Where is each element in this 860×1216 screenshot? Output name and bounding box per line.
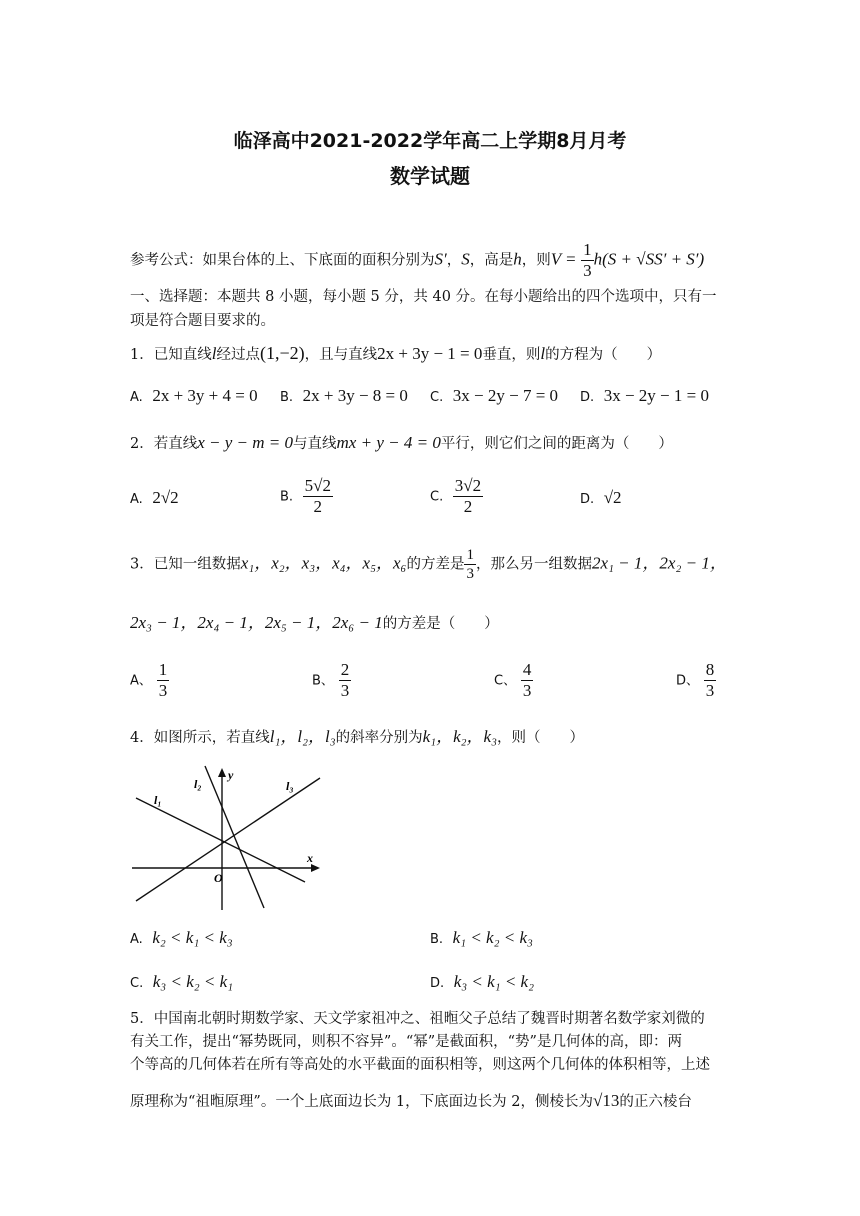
q3-option-b: B、 $\frac{2}{3}$: [312, 660, 350, 700]
q4-option-d: D. k₃ < k₁ < k₂: [430, 972, 535, 991]
question-5-line3: 个等高的几何体若在所有等高处的水平截面的面积相等，则这两个几何体的体积相等，上述: [130, 1057, 710, 1073]
q2-option-b: B. $\frac{5√2}{2}$: [280, 476, 331, 516]
question-5-line1: 5．中国南北朝时期数学家、天文学家祖冲之、祖暅父子总结了魏晋时期著名数学家刘微的: [130, 1011, 705, 1027]
label-y: y: [228, 768, 234, 782]
q2-option-d: D. √2: [580, 488, 622, 507]
q3-option-d: D、 $\frac{8}{3}$: [676, 660, 715, 700]
page-subtitle: 数学试题: [390, 164, 470, 188]
label-l2: l₂: [194, 777, 202, 791]
page-title: 临泽高中2021-2022学年高二上学期8月月考: [233, 130, 627, 152]
question-5-line2: 有关工作，提出“幂势既同，则积不容异”。“幂”是截面积，“势”是几何体的高，即：两: [130, 1034, 682, 1050]
q3-option-c: C、 $\frac{4}{3}$: [494, 660, 532, 700]
label-origin: O: [214, 871, 223, 885]
q1-option-c: C. 3x − 2y − 7 = 0: [430, 386, 559, 405]
x-axis-arrow: [311, 864, 320, 872]
section-heading-line2: 项是符合题目要求的。: [130, 313, 275, 329]
line-l1: [136, 798, 305, 882]
q3-option-a: A、 $\frac{1}{3}$: [130, 660, 168, 700]
question-5-line4: 原理称为“祖暅原理”。一个上底面边长为 1，下底面边长为 2，侧棱长为√13的正六棱台: [130, 1091, 692, 1110]
section-heading-line1: 一、选择题：本题共 8 小题，每小题 5 分，共 40 分。在每小题给出的四个选项中，只有一: [130, 289, 717, 305]
line-l3: [136, 778, 320, 901]
q2-option-a: A. 2√2: [130, 488, 179, 507]
q1-option-b: B. 2x + 3y − 8 = 0: [280, 386, 408, 405]
formula-fraction: $\frac{1}{3}$: [583, 240, 592, 280]
question-4-stem: 4．如图所示，若直线l₁，l₂，l₃的斜率分别为k₁，k₂，k₃，则（ ）: [130, 727, 585, 746]
label-x: x: [307, 851, 313, 865]
y-axis-arrow: [218, 768, 226, 777]
q4-option-a: A. k₂ < k₁ < k₃: [130, 928, 233, 947]
question-1-stem: 1．已知直线l经过点(1,−2)，且与直线2x + 3y − 1 = 0垂直，则l的方程为（ ）: [130, 343, 662, 363]
label-l3: l₃: [286, 779, 294, 793]
q1-option-d: D. 3x − 2y − 1 = 0: [580, 386, 709, 405]
q2-option-c: C. $\frac{3√2}{2}$: [430, 476, 482, 516]
q1-option-a: A. 2x + 3y + 4 = 0: [130, 386, 258, 405]
q4-option-c: C. k₃ < k₂ < k₁: [130, 972, 234, 991]
reference-formula: 参考公式：如果台体的上、下底面的面积分别为S′，S，高是h，则V = $\frac{1}{3}$ h(S + √SS′ + S′): [130, 240, 705, 280]
question-3-stem-line1: 3．已知一组数据x₁，x₂，x₃，x₄，x₅，x₆的方差是 $\frac{1}{3}$ ，那么另一组数据2x₁ − 1，2x₂ − 1，: [130, 547, 727, 582]
question-2-stem: 2．若直线x − y − m = 0与直线mx + y − 4 = 0平行，则它们之间的距离为（ ）: [130, 433, 673, 452]
q4-slope-figure: [130, 760, 330, 912]
question-3-stem-line2: 2x₃ − 1，2x₄ − 1，2x₅ − 1，2x₆ − 1的方差是（ ）: [130, 613, 499, 632]
label-l1: l₁: [154, 793, 162, 807]
q4-option-b: B. k₁ < k₂ < k₃: [430, 928, 533, 947]
